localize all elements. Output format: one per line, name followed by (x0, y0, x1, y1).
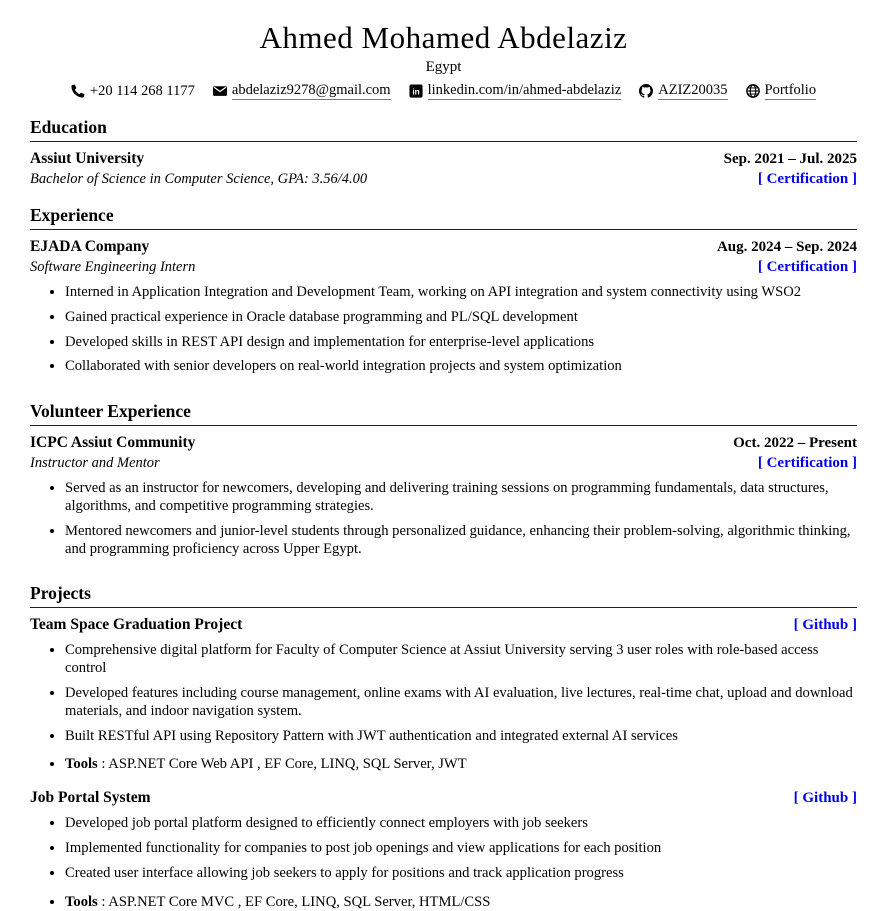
list-item: • Developed skills in REST API design and implementation for enterprise-level applications (65, 334, 857, 352)
volunteer-role: Instructor and Mentor (30, 455, 160, 472)
tools-list-item (65, 756, 857, 774)
github-contact[interactable] (639, 82, 727, 100)
volunteer-dates: Oct. 2022 – Present (733, 435, 857, 452)
volunteer-certification-link[interactable]: [ Certification ] (757, 455, 857, 472)
project-bullet-list (30, 642, 857, 774)
list-item: • Comprehensive digital platform for Faculty of Computer Science at Assiut University serving 3 user roles with role-based access control (65, 642, 857, 678)
experience-entry-subheader (30, 259, 857, 276)
email-contact[interactable] (213, 82, 391, 100)
list-item: • Created user interface allowing job seekers to apply for positions and track application progress (65, 865, 857, 883)
phone-contact (71, 83, 195, 100)
company-name: EJADA Company (30, 238, 150, 255)
tools-values: : ASP.NET Core MVC , EF Core, LINQ, SQL Server, HTML/CSS (97, 893, 491, 910)
experience-entry-header (30, 238, 857, 256)
section-title-volunteer: Volunteer Experience (30, 401, 857, 426)
linkedin-contact[interactable] (409, 82, 622, 100)
list-item: • Built RESTful API using Repository Pattern with JWT authentication and integrated external AI services (65, 728, 857, 746)
project-header (30, 789, 857, 807)
list-item: • Gained practical experience in Oracle database programming and PL/SQL development (65, 309, 857, 327)
page-title: Ahmed Mohamed Abdelaziz (259, 20, 628, 55)
contact-bar (30, 82, 857, 100)
project-github-link[interactable]: [ Github ] (793, 617, 857, 634)
tools-list-item (65, 894, 857, 911)
list-item: • Served as an instructor for newcomers, developing and delivering training sessions on programming fundamentals, data structures, algorithms, and competitive programming strategies. (65, 480, 857, 516)
github-link[interactable]: AZIZ20035 (658, 82, 728, 98)
phone-number: +20 114 268 1177 (89, 82, 195, 99)
organization-name: ICPC Assiut Community (30, 434, 196, 452)
experience-dates: Aug. 2024 – Sep. 2024 (716, 239, 857, 255)
project-title: Job Portal System (30, 789, 151, 807)
list-item: • Developed job portal platform designed to efficiently connect employers with job seekers (65, 815, 857, 833)
section-experience (30, 205, 857, 376)
project-bullet-list (30, 815, 857, 911)
degree-text: Bachelor of Science in Computer Science, GPA: 3.56/4.00 (30, 171, 368, 187)
list-item: • Interned in Application Integration and Development Team, working on API integration and system connectivity using WSO2 (65, 284, 857, 302)
linkedin-icon (409, 84, 423, 98)
portfolio-contact[interactable] (746, 82, 817, 100)
education-entry-subheader (30, 171, 857, 188)
section-projects (30, 583, 857, 911)
linkedin-link[interactable]: linkedin.com/in/ahmed-abdelaziz (427, 82, 622, 98)
experience-certification-link[interactable]: [ Certification ] (757, 259, 857, 275)
volunteer-entry-header (30, 434, 857, 452)
education-dates: Sep. 2021 – Jul. 2025 (723, 151, 857, 167)
school-name: Assiut University (30, 150, 145, 167)
list-item: • Developed features including course management, online exams with AI evaluation, live lectures, real-time chat, upload and download materials, and indoor navigation system. (65, 685, 857, 721)
project-github-link[interactable]: [ Github ] (793, 790, 857, 807)
globe-icon (746, 84, 760, 98)
list-item: • Collaborated with senior developers on real-world integration projects and system optimization (65, 358, 857, 376)
section-education (30, 117, 857, 188)
job-title: Software Engineering Intern (30, 259, 196, 275)
tools-label: Tools (65, 756, 98, 773)
location-text: Egypt (425, 59, 462, 75)
tools-label: Tools (65, 893, 98, 910)
tools-values: : ASP.NET Core Web API , EF Core, LINQ, SQL Server, JWT (97, 756, 467, 773)
portfolio-link[interactable]: Portfolio (764, 82, 817, 98)
volunteer-bullet-list (30, 480, 857, 558)
experience-bullet-list (30, 284, 857, 376)
section-volunteer-experience (30, 401, 857, 558)
email-link[interactable]: abdelaziz9278@gmail.com (231, 82, 391, 98)
section-title-projects: Projects (30, 583, 857, 608)
github-icon (639, 84, 653, 98)
svg-text:in: in (411, 86, 420, 97)
list-item: • Implemented functionality for companies to post job openings and view applications for each position (65, 840, 857, 858)
section-title-education: Education (30, 117, 857, 142)
list-item: • Mentored newcomers and junior-level students through personalized guidance, enhancing their problem-solving, algorithmic thinking, and programming proficiency across Upper Egypt. (65, 523, 857, 559)
project-title: Team Space Graduation Project (30, 616, 243, 634)
education-certification-link[interactable]: [ Certification ] (757, 171, 857, 187)
section-title-experience: Experience (30, 205, 857, 230)
email-icon (213, 84, 227, 98)
education-entry-header (30, 150, 857, 168)
phone-icon (71, 84, 85, 98)
volunteer-entry-subheader (30, 455, 857, 472)
project-header (30, 616, 857, 634)
